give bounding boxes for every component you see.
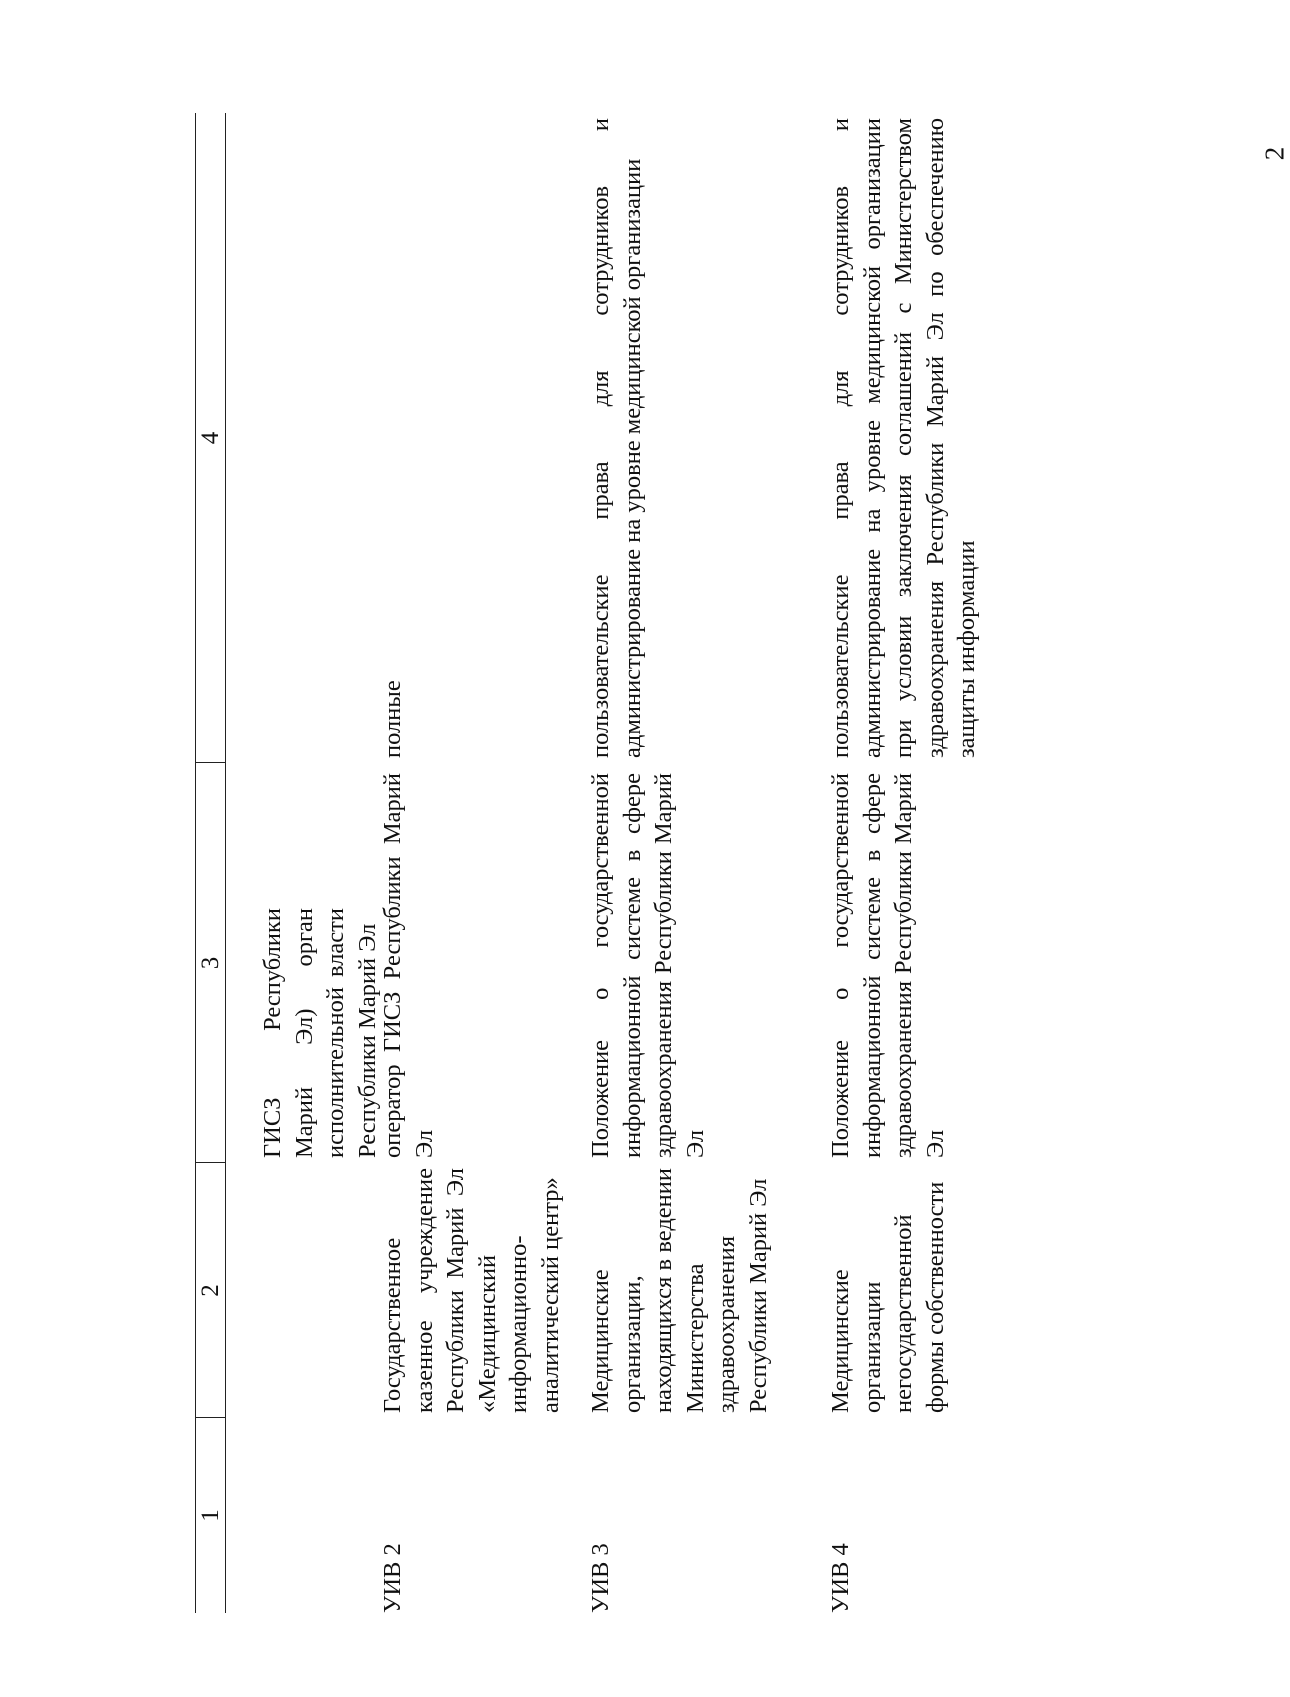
table-cell-org: Государственное казенное учреждение Республики Марий Эл «Медицинский информационно-аналитический центр» xyxy=(379,1168,564,1413)
table-cell-basis: Положение о государственной информационной системе в сфере здравоохранения Республики Марий Эл xyxy=(827,773,949,1158)
column-header-1: 1 xyxy=(197,1509,224,1522)
column-header-3: 3 xyxy=(197,956,224,970)
table-cell-rights: полные xyxy=(379,680,406,758)
table-cell-rights: пользовательские права для сотрудников и администрирование на уровне медицинской организации xyxy=(587,118,646,758)
table-cell-basis: Положение о государственной информационной системе в сфере здравоохранения Республики Марий Эл xyxy=(587,773,709,1158)
column-header-4: 4 xyxy=(197,431,224,445)
table-cell-org: Медицинские организации негосударственной формы собственности xyxy=(827,1181,949,1413)
table-cell-id: УИВ 4 xyxy=(827,1543,854,1613)
table-cell-org: Медицинские организации, находящихся в ведении Министерства здравоохранения Республики Марий Эл xyxy=(587,1168,772,1413)
table-cell-rights: пользовательские права для сотрудников и администрирование на уровне медицинской организации при условии заключения соглашений с Министерством здравоохранения Республики Марий Эл по обеспечению защиты информации xyxy=(827,118,980,758)
column-header-2: 2 xyxy=(197,1284,224,1297)
rotated-table xyxy=(195,113,1045,1613)
page-number: 2 xyxy=(1259,146,1290,161)
table-cell-id: УИВ 3 xyxy=(587,1543,614,1613)
table-cell-basis: ГИСЗ Республики Марий Эл) орган исполнительной власти Республики Марий Эл xyxy=(259,908,381,1158)
table-cell-basis: оператор ГИСЗ Республики Марий Эл xyxy=(379,773,438,1158)
table-cell-id: УИВ 2 xyxy=(379,1543,406,1613)
